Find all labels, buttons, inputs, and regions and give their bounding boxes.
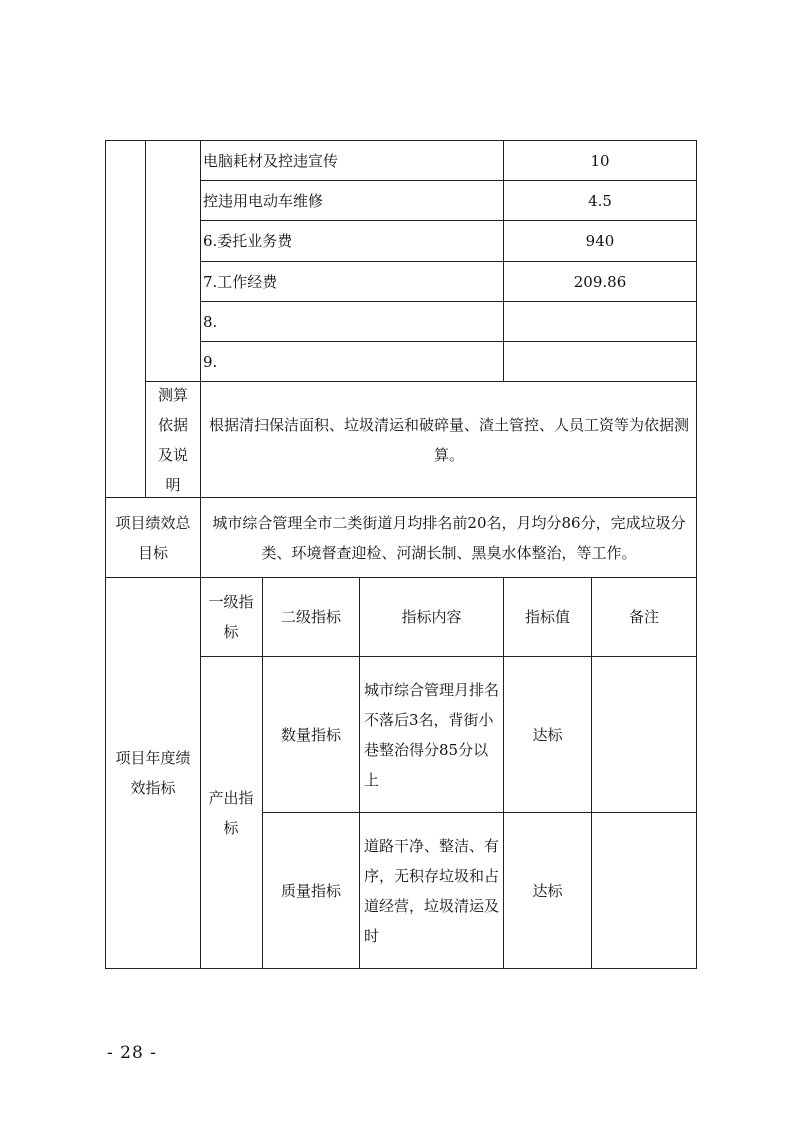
content-quantity: 城市综合管理月排名不落后3名，背街小巷整治得分85分以上	[364, 680, 500, 789]
note-quality	[592, 813, 696, 968]
header-note: 备注	[628, 608, 659, 626]
divider	[145, 140, 146, 498]
goal-text: 城市综合管理全市二类街道月均排名前20名，月均分86分，完成垃圾分类、环境督查迎检、河湖长制、黑臭水体整治，等工作。	[212, 513, 686, 562]
page-number: - 28 -	[107, 1043, 157, 1063]
budget-amount: 940	[585, 232, 615, 250]
budget-item: 9.	[203, 352, 218, 371]
basis-text: 根据清扫保洁面积、垃圾清运和破碎量、渣土管控、人员工资等为依据测算。	[208, 415, 689, 464]
budget-item: 8.	[203, 312, 218, 331]
value-quality: 达标	[532, 881, 563, 900]
level2-quantity: 数量指标	[280, 725, 341, 744]
budget-amount: 4.5	[588, 191, 612, 210]
budget-amount	[504, 342, 696, 381]
header-level1: 一级指标	[208, 593, 254, 641]
budget-amount: 10	[590, 151, 610, 170]
budget-item: 7.工作经费	[203, 272, 278, 291]
border-bottom	[105, 968, 697, 969]
basis-label: 测算依据及说明	[157, 385, 188, 494]
budget-amount	[504, 302, 696, 341]
header-content: 指标内容	[401, 608, 462, 626]
goal-label: 项目绩效总目标	[115, 513, 191, 562]
indicators-section-label: 项目年度绩效指标	[115, 749, 191, 797]
budget-item: 控违用电动车维修	[203, 191, 324, 210]
header-value: 指标值	[524, 608, 570, 626]
note-quantity	[592, 657, 696, 812]
border-left	[105, 140, 106, 969]
value-quantity: 达标	[532, 725, 563, 744]
budget-item: 电脑耗材及控违宣传	[203, 151, 339, 170]
level2-quality: 质量指标	[280, 881, 341, 900]
header-level2: 二级指标	[280, 608, 341, 626]
budget-item: 6.委托业务费	[203, 232, 293, 250]
border-right	[696, 140, 697, 969]
level1-output: 产出指标	[208, 788, 254, 837]
content-quality: 道路干净、整洁、有序，无积存垃圾和占道经营，垃圾清运及时	[364, 836, 500, 945]
budget-amount: 209.86	[573, 272, 627, 291]
